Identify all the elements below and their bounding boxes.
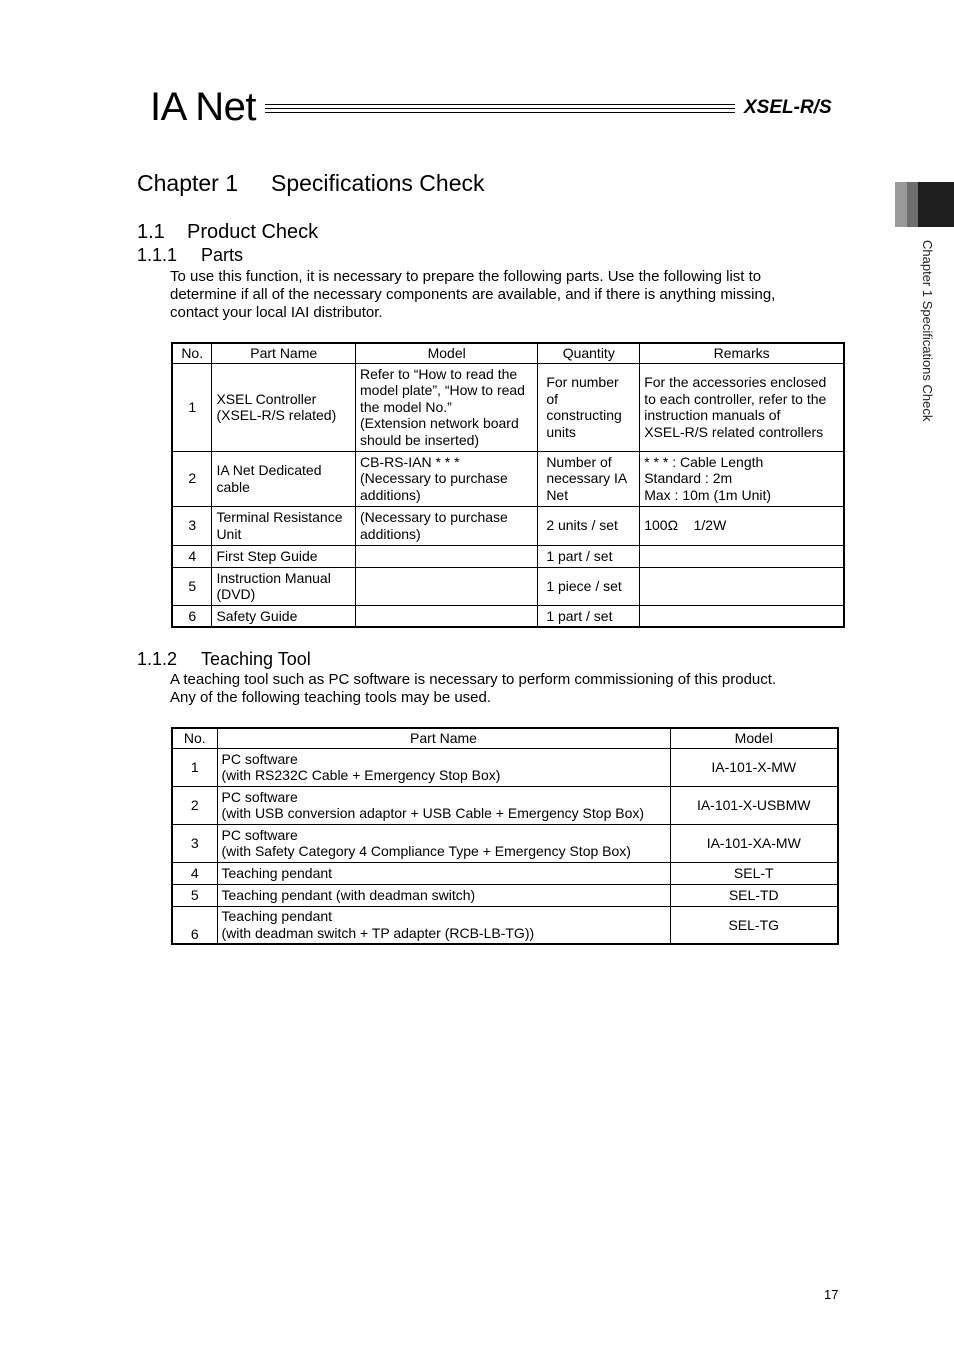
row-number: 4: [172, 862, 217, 884]
part-name-cell: PC software (with RS232C Cable + Emergency Stop Box): [217, 748, 670, 786]
table-row: [172, 884, 838, 906]
table-header-row: [172, 728, 838, 748]
tool-intro-line: A teaching tool such as PC software is necessary to perform commissioning of this product.: [170, 671, 777, 688]
part-name-cell: Teaching pendant (with deadman switch + TP adapter (RCB-LB-TG)): [217, 906, 670, 944]
quantity-cell: Number of necessary IA Net: [538, 451, 640, 506]
remarks-cell: [640, 545, 844, 567]
table-row: [172, 506, 844, 545]
teaching-tool-intro: [170, 671, 840, 707]
quantity-cell: 1 piece / set: [538, 567, 640, 605]
remarks-cell: * * * : Cable Length Standard : 2m Max : 10m (1m Unit): [640, 451, 844, 506]
part-name-cell: Teaching pendant (with deadman switch): [217, 884, 670, 906]
section-title: Product Check: [187, 221, 319, 243]
part-name-cell: XSEL Controller (XSEL-R/S related): [212, 363, 356, 451]
chapter-tab-dark-block: [918, 182, 954, 227]
column-header-no: No.: [172, 343, 212, 363]
parts-section-number: 1.1.1: [137, 245, 178, 265]
remarks-cell: [640, 567, 844, 605]
table-row: [172, 363, 844, 451]
remarks-cell: For the accessories enclosed to each controller, refer to the instruction manuals of XSEL-R/S related controllers: [640, 363, 844, 451]
model-cell: IA-101-X-MW: [670, 748, 838, 786]
parts-intro: [170, 268, 840, 322]
row-number: 5: [172, 884, 217, 906]
side-chapter-label: Chapter 1 Specifications Check: [920, 240, 935, 422]
row-number: 4: [172, 545, 212, 567]
part-name-cell: PC software (with USB conversion adaptor + USB Cable + Emergency Stop Box): [217, 786, 670, 824]
row-number: 1: [172, 748, 217, 786]
parts-table: [171, 342, 845, 628]
table-row: [172, 906, 838, 944]
document-brand-title: IA Net: [150, 85, 256, 129]
column-header-part-name: Part Name: [217, 728, 670, 748]
remarks-cell: 100Ω 1/2W: [640, 506, 844, 545]
header-rule-middle: [265, 108, 735, 109]
model-cell: (Necessary to purchase additions): [356, 506, 538, 545]
row-number: 2: [172, 786, 217, 824]
model-cell: Refer to “How to read the model plate”, “How to read the model No.” (Extension network board should be inserted): [356, 363, 538, 451]
column-header-part-name: Part Name: [212, 343, 356, 363]
part-name-cell: IA Net Dedicated cable: [212, 451, 356, 506]
chapter-heading: [137, 170, 485, 197]
quantity-cell: 2 units / set: [538, 506, 640, 545]
table-row: [172, 567, 844, 605]
chapter-number: Chapter 1: [137, 170, 239, 196]
header-rule-bottom: [265, 112, 735, 113]
teaching-tool-table: [171, 727, 839, 945]
row-number: 1: [172, 363, 212, 451]
quantity-cell: For number of constructing units: [538, 363, 640, 451]
table-row: [172, 786, 838, 824]
part-name-cell: Safety Guide: [212, 605, 356, 627]
table-header-row: [172, 343, 844, 363]
model-cell: IA-101-XA-MW: [670, 824, 838, 862]
table-row: [172, 605, 844, 627]
tool-intro-line: Any of the following teaching tools may be used.: [170, 689, 492, 706]
row-number: 6: [172, 906, 217, 944]
header-rule-top: [265, 104, 735, 105]
parts-intro-line: determine if all of the necessary components are available, and if there is anything missing,: [170, 286, 776, 303]
model-cell: CB-RS-IAN * * * (Necessary to purchase additions): [356, 451, 538, 506]
part-name-cell: PC software (with Safety Category 4 Compliance Type + Emergency Stop Box): [217, 824, 670, 862]
parts-intro-line: To use this function, it is necessary to prepare the following parts. Use the following list to: [170, 268, 762, 285]
column-header-model: Model: [356, 343, 538, 363]
parts-heading: [137, 245, 243, 266]
quantity-cell: 1 part / set: [538, 605, 640, 627]
column-header-quantity: Quantity: [538, 343, 640, 363]
model-cell: SEL-TG: [670, 906, 838, 944]
remarks-cell: [640, 605, 844, 627]
model-cell: [356, 545, 538, 567]
row-number: 6: [172, 605, 212, 627]
chapter-tab-light-stripe: [895, 182, 907, 227]
table-row: [172, 862, 838, 884]
table-row: [172, 748, 838, 786]
parts-intro-line: contact your local IAI distributor.: [170, 304, 383, 321]
table-row: [172, 545, 844, 567]
table-row: [172, 451, 844, 506]
column-header-no: No.: [172, 728, 217, 748]
row-number: 5: [172, 567, 212, 605]
model-cell: IA-101-X-USBMW: [670, 786, 838, 824]
chapter-tab-mid-stripe: [907, 182, 918, 227]
part-name-cell: Teaching pendant: [217, 862, 670, 884]
part-name-cell: Instruction Manual (DVD): [212, 567, 356, 605]
section-heading: [137, 221, 318, 244]
model-cell: [356, 605, 538, 627]
model-cell: [356, 567, 538, 605]
column-header-model: Model: [670, 728, 838, 748]
table-row: [172, 824, 838, 862]
parts-section-title: Parts: [201, 245, 244, 265]
tool-section-number: 1.1.2: [137, 649, 178, 669]
page-number: 17: [824, 1287, 839, 1302]
part-name-cell: Terminal Resistance Unit: [212, 506, 356, 545]
chapter-title: Specifications Check: [271, 170, 485, 196]
section-number: 1.1: [137, 221, 165, 243]
column-header-remarks: Remarks: [640, 343, 844, 363]
quantity-cell: 1 part / set: [538, 545, 640, 567]
model-tag: XSEL-R/S: [744, 97, 832, 118]
part-name-cell: First Step Guide: [212, 545, 356, 567]
teaching-tool-heading: [137, 649, 311, 670]
row-number: 2: [172, 451, 212, 506]
row-number: 3: [172, 824, 217, 862]
model-cell: SEL-TD: [670, 884, 838, 906]
tool-section-title: Teaching Tool: [201, 649, 311, 669]
model-cell: SEL-T: [670, 862, 838, 884]
row-number: 3: [172, 506, 212, 545]
